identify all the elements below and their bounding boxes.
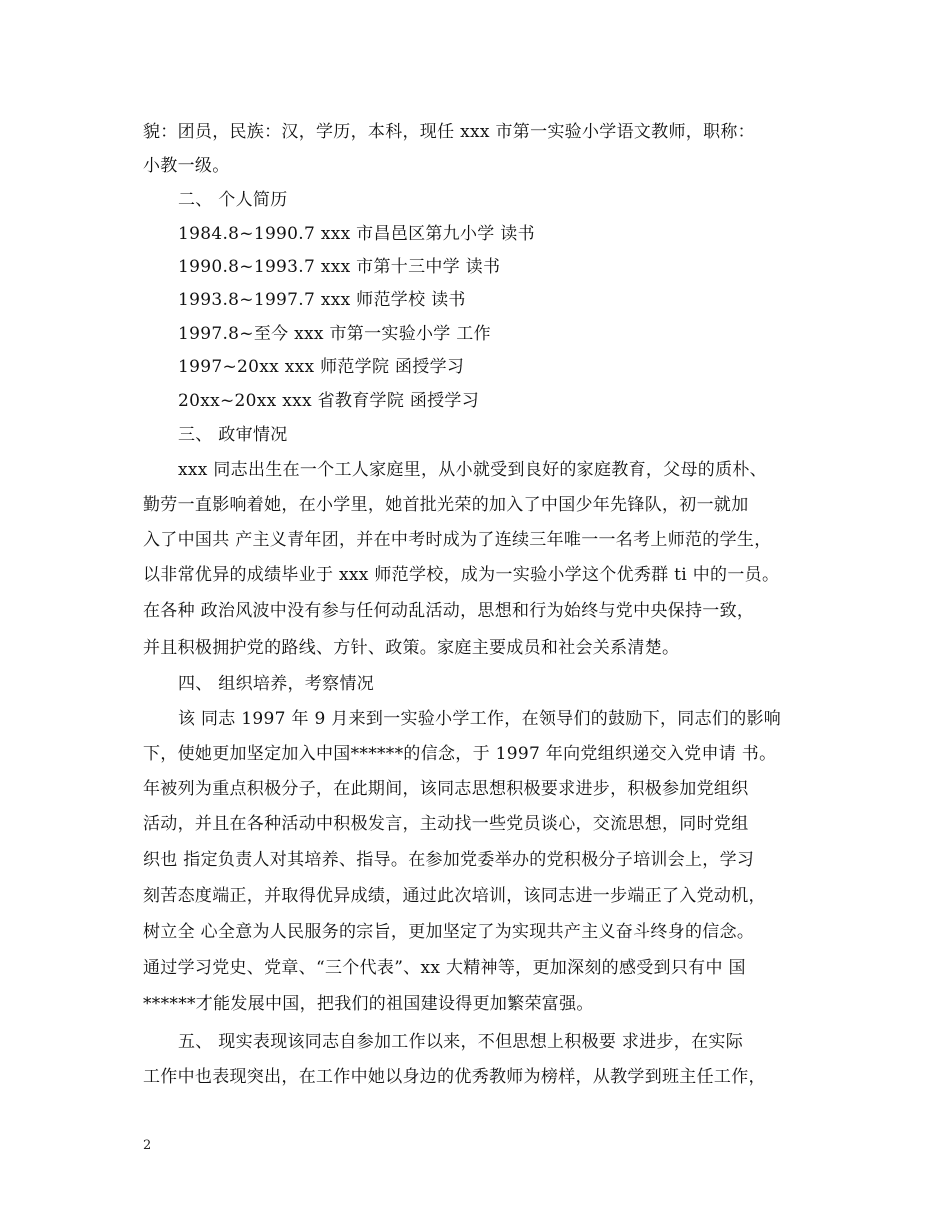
text-line: 勤劳一直影响着她，在小学里，她首批光荣的加入了中国少年先锋队，初一就加 (143, 495, 749, 515)
section-heading: 四、 组织培养，考察情况 (178, 674, 375, 694)
text-line: 活动，并且在各种活动中积极发言，主动找一些党员谈心，交流思想，同时党组 (143, 814, 749, 834)
text-line: 刻苦态度端正，并取得优异成绩，通过此次培训，该同志进一步端正了入党动机， (143, 886, 766, 906)
text-line: 小教一级。 (143, 156, 230, 176)
text-line: 在各种 政治风波中没有参与任何动乱活动，思想和行为始终与党中央保持一致， (143, 601, 755, 621)
resume-entry: 1997~20xx xxx 师范学院 函授学习 (178, 357, 465, 377)
section-heading: 五、 现实表现该同志自参加工作以来，不但思想上积极要 求进步，在实际 (178, 1032, 744, 1052)
resume-entry: 20xx~20xx xxx 省教育学院 函授学习 (178, 391, 480, 411)
page-number: 2 (143, 1138, 152, 1153)
text-line: 工作中也表现突出，在工作中她以身边的优秀教师为榜样，从教学到班主任工作， (143, 1067, 766, 1087)
text-line: 树立全 心全意为人民服务的宗旨，更加坚定了为实现共产主义奋斗终身的信念。 (143, 922, 755, 942)
text-line: ******才能发展中国，把我们的祖国建设得更加繁荣富强。 (143, 994, 594, 1014)
text-line: 并且积极拥护党的路线、方针、政策。家庭主要成员和社会关系清楚。 (143, 638, 680, 658)
resume-entry: 1984.8~1990.7 xxx 市昌邑区第九小学 读书 (178, 224, 535, 244)
text-line: 年被列为重点积极分子，在此期间，该同志思想积极要求进步，积极参加党组织 (143, 779, 749, 799)
text-line: 该 同志 1997 年 9 月来到一实验小学工作，在领导们的鼓励下，同志们的影响 (178, 709, 782, 729)
text-line: 入了中国共 产主义青年团，并在中考时成为了连续三年唯一一名考上师范的学生， (143, 530, 772, 550)
resume-entry: 1990.8~1993.7 xxx 市第十三中学 读书 (178, 257, 501, 277)
resume-entry: 1997.8~至今 xxx 市第一实验小学 工作 (178, 324, 491, 344)
text-line: 以非常优异的成绩毕业于 xxx 师范学校，成为一实验小学这个优秀群 ti 中的一员。 (143, 565, 780, 585)
text-line: 通过学习党史、党章、“三个代表”、xx 大精神等，更加深刻的感受到只有中 国 (143, 958, 746, 978)
resume-entry: 1993.8~1997.7 xxx 师范学校 读书 (178, 290, 466, 310)
text-line: 貌：团员，民族：汉，学历，本科，现任 xxx 市第一实验小学语文教师，职称： (143, 122, 755, 142)
section-heading: 三、 政审情况 (178, 425, 288, 445)
text-line: xxx 同志出生在一个工人家庭里，从小就受到良好的家庭教育，父母的质朴、 (178, 460, 767, 480)
text-line: 织也 指定负责人对其培养、指导。在参加党委举办的党积极分子培训会上，学习 (143, 850, 755, 870)
section-heading: 二、 个人简历 (178, 190, 288, 210)
text-line: 下，使她更加坚定加入中国******的信念，于 1997 年向党组织递交入党申请 书。 (143, 744, 777, 764)
